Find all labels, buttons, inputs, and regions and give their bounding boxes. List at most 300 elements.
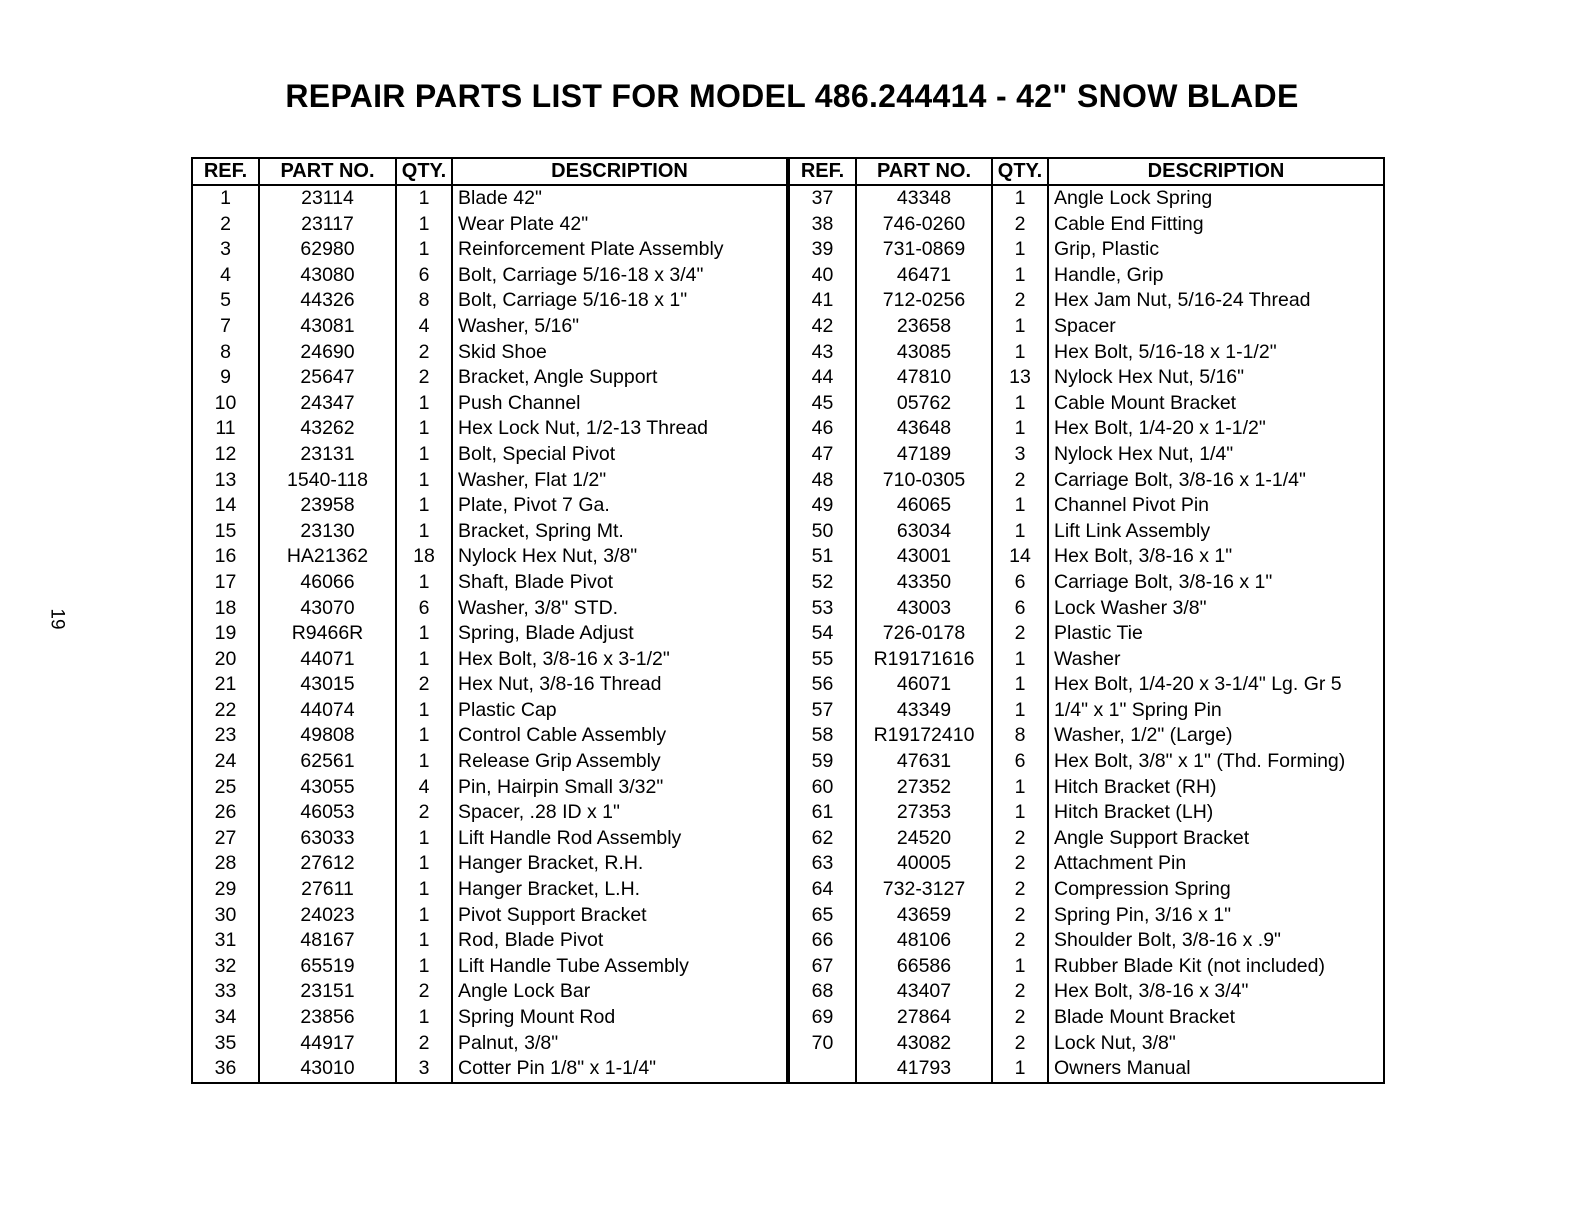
header-description: DESCRIPTION [1048, 158, 1384, 185]
part-no-cell: 44917 [259, 1031, 396, 1057]
ref-cell: 58 [788, 723, 856, 749]
description-cell: Channel Pivot Pin [1048, 493, 1384, 519]
ref-cell: 49 [788, 493, 856, 519]
description-cell: Bolt, Carriage 5/16-18 x 1" [452, 288, 788, 314]
part-no-cell: R9466R [259, 621, 396, 647]
part-no-cell: 24520 [856, 826, 992, 852]
description-cell: Washer [1048, 647, 1384, 673]
description-cell: Skid Shoe [452, 340, 788, 366]
description-cell: Hex Bolt, 5/16-18 x 1-1/2" [1048, 340, 1384, 366]
description-cell: Washer, 3/8" STD. [452, 596, 788, 622]
qty-cell: 1 [992, 519, 1048, 545]
qty-cell: 1 [992, 416, 1048, 442]
part-no-cell: 23856 [259, 1005, 396, 1031]
table-row [192, 851, 1384, 877]
description-cell: Hex Bolt, 1/4-20 x 3-1/4" Lg. Gr 5 [1048, 672, 1384, 698]
qty-cell: 1 [396, 749, 452, 775]
part-no-cell: 62561 [259, 749, 396, 775]
description-cell: 1/4" x 1" Spring Pin [1048, 698, 1384, 724]
header-ref: REF. [192, 158, 259, 185]
description-cell: Handle, Grip [1048, 263, 1384, 289]
part-no-cell: 44074 [259, 698, 396, 724]
description-cell: Control Cable Assembly [452, 723, 788, 749]
description-cell: Hitch Bracket (LH) [1048, 800, 1384, 826]
ref-cell: 65 [788, 903, 856, 929]
qty-cell: 1 [396, 185, 452, 212]
qty-cell: 1 [396, 416, 452, 442]
qty-cell: 1 [396, 647, 452, 673]
table-row [192, 903, 1384, 929]
ref-cell: 69 [788, 1005, 856, 1031]
description-cell: Pivot Support Bracket [452, 903, 788, 929]
part-no-cell: 24690 [259, 340, 396, 366]
qty-cell: 6 [992, 749, 1048, 775]
ref-cell: 8 [192, 340, 259, 366]
part-no-cell: R19172410 [856, 723, 992, 749]
description-cell: Plastic Cap [452, 698, 788, 724]
header-qty: QTY. [992, 158, 1048, 185]
qty-cell: 1 [396, 621, 452, 647]
part-no-cell: 47810 [856, 365, 992, 391]
ref-cell: 62 [788, 826, 856, 852]
ref-cell: 39 [788, 237, 856, 263]
table-row [192, 416, 1384, 442]
part-no-cell: 43262 [259, 416, 396, 442]
qty-cell: 1 [396, 826, 452, 852]
qty-cell: 2 [992, 212, 1048, 238]
qty-cell: 1 [992, 954, 1048, 980]
qty-cell: 2 [396, 340, 452, 366]
ref-cell: 4 [192, 263, 259, 289]
table-row [192, 698, 1384, 724]
description-cell: Hex Jam Nut, 5/16-24 Thread [1048, 288, 1384, 314]
parts-table [191, 157, 1385, 1084]
part-no-cell: 43055 [259, 775, 396, 801]
table-row [192, 1005, 1384, 1031]
qty-cell: 1 [992, 314, 1048, 340]
part-no-cell: 27353 [856, 800, 992, 826]
table-row [192, 1056, 1384, 1083]
qty-cell: 3 [396, 1056, 452, 1083]
description-cell: Lock Nut, 3/8" [1048, 1031, 1384, 1057]
ref-cell: 16 [192, 544, 259, 570]
qty-cell: 1 [992, 775, 1048, 801]
qty-cell: 2 [992, 1031, 1048, 1057]
table-row [192, 877, 1384, 903]
description-cell: Bracket, Spring Mt. [452, 519, 788, 545]
header-part-no: PART NO. [259, 158, 396, 185]
description-cell: Rubber Blade Kit (not included) [1048, 954, 1384, 980]
part-no-cell: 23114 [259, 185, 396, 212]
qty-cell: 1 [396, 851, 452, 877]
part-no-cell: 43070 [259, 596, 396, 622]
table-row [192, 493, 1384, 519]
description-cell: Rod, Blade Pivot [452, 928, 788, 954]
table-row [192, 185, 1384, 212]
description-cell: Angle Lock Bar [452, 979, 788, 1005]
description-cell: Lift Link Assembly [1048, 519, 1384, 545]
ref-cell: 26 [192, 800, 259, 826]
ref-cell: 68 [788, 979, 856, 1005]
table-row [192, 954, 1384, 980]
ref-cell: 54 [788, 621, 856, 647]
ref-cell: 13 [192, 468, 259, 494]
ref-cell [788, 1056, 856, 1083]
ref-cell: 43 [788, 340, 856, 366]
part-no-cell: 23151 [259, 979, 396, 1005]
qty-cell: 6 [992, 570, 1048, 596]
ref-cell: 14 [192, 493, 259, 519]
qty-cell: 2 [992, 1005, 1048, 1031]
description-cell: Lift Handle Rod Assembly [452, 826, 788, 852]
part-no-cell: 23131 [259, 442, 396, 468]
qty-cell: 1 [396, 237, 452, 263]
part-no-cell: R19171616 [856, 647, 992, 673]
table-row [192, 340, 1384, 366]
qty-cell: 2 [992, 851, 1048, 877]
part-no-cell: 41793 [856, 1056, 992, 1083]
part-no-cell: 27352 [856, 775, 992, 801]
part-no-cell: 43348 [856, 185, 992, 212]
ref-cell: 44 [788, 365, 856, 391]
ref-cell: 33 [192, 979, 259, 1005]
ref-cell: 31 [192, 928, 259, 954]
qty-cell: 6 [396, 263, 452, 289]
table-row [192, 723, 1384, 749]
part-no-cell: 1540-118 [259, 468, 396, 494]
table-row [192, 263, 1384, 289]
description-cell: Grip, Plastic [1048, 237, 1384, 263]
ref-cell: 12 [192, 442, 259, 468]
part-no-cell: 66586 [856, 954, 992, 980]
description-cell: Spacer [1048, 314, 1384, 340]
table-row [192, 519, 1384, 545]
description-cell: Shoulder Bolt, 3/8-16 x .9" [1048, 928, 1384, 954]
part-no-cell: 43082 [856, 1031, 992, 1057]
qty-cell: 1 [396, 903, 452, 929]
ref-cell: 38 [788, 212, 856, 238]
table-row [192, 570, 1384, 596]
ref-cell: 55 [788, 647, 856, 673]
description-cell: Owners Manual [1048, 1056, 1384, 1083]
ref-cell: 45 [788, 391, 856, 417]
part-no-cell: 27611 [259, 877, 396, 903]
qty-cell: 2 [992, 826, 1048, 852]
part-no-cell: 712-0256 [856, 288, 992, 314]
table-row [192, 288, 1384, 314]
ref-cell: 15 [192, 519, 259, 545]
qty-cell: 2 [992, 468, 1048, 494]
part-no-cell: 25647 [259, 365, 396, 391]
part-no-cell: 731-0869 [856, 237, 992, 263]
description-cell: Hex Nut, 3/8-16 Thread [452, 672, 788, 698]
qty-cell: 1 [396, 954, 452, 980]
ref-cell: 7 [192, 314, 259, 340]
part-no-cell: 40005 [856, 851, 992, 877]
ref-cell: 11 [192, 416, 259, 442]
qty-cell: 4 [396, 314, 452, 340]
qty-cell: 4 [396, 775, 452, 801]
part-no-cell: 43648 [856, 416, 992, 442]
part-no-cell: 43015 [259, 672, 396, 698]
qty-cell: 1 [396, 442, 452, 468]
description-cell: Carriage Bolt, 3/8-16 x 1" [1048, 570, 1384, 596]
page-title: REPAIR PARTS LIST FOR MODEL 486.244414 - 42" SNOW BLADE [285, 78, 1299, 114]
qty-cell: 2 [992, 928, 1048, 954]
qty-cell: 1 [992, 647, 1048, 673]
qty-cell: 1 [396, 698, 452, 724]
table-row [192, 647, 1384, 673]
part-no-cell: 47189 [856, 442, 992, 468]
table-row [192, 621, 1384, 647]
description-cell: Push Channel [452, 391, 788, 417]
part-no-cell: 43010 [259, 1056, 396, 1083]
table-row [192, 365, 1384, 391]
part-no-cell: 24023 [259, 903, 396, 929]
table-row [192, 826, 1384, 852]
qty-cell: 1 [396, 391, 452, 417]
header-ref: REF. [788, 158, 856, 185]
description-cell: Attachment Pin [1048, 851, 1384, 877]
description-cell: Hex Bolt, 1/4-20 x 1-1/2" [1048, 416, 1384, 442]
ref-cell: 17 [192, 570, 259, 596]
part-no-cell: 46471 [856, 263, 992, 289]
ref-cell: 66 [788, 928, 856, 954]
description-cell: Wear Plate 42" [452, 212, 788, 238]
description-cell: Nylock Hex Nut, 5/16" [1048, 365, 1384, 391]
part-no-cell: 43350 [856, 570, 992, 596]
description-cell: Release Grip Assembly [452, 749, 788, 775]
qty-cell: 2 [992, 288, 1048, 314]
ref-cell: 42 [788, 314, 856, 340]
qty-cell: 1 [992, 391, 1048, 417]
part-no-cell: 27612 [259, 851, 396, 877]
part-no-cell: 43081 [259, 314, 396, 340]
qty-cell: 1 [992, 800, 1048, 826]
part-no-cell: 44071 [259, 647, 396, 673]
qty-cell: 1 [992, 1056, 1048, 1083]
ref-cell: 28 [192, 851, 259, 877]
description-cell: Cotter Pin 1/8" x 1-1/4" [452, 1056, 788, 1083]
qty-cell: 1 [396, 570, 452, 596]
qty-cell: 6 [396, 596, 452, 622]
qty-cell: 2 [396, 1031, 452, 1057]
description-cell: Hanger Bracket, R.H. [452, 851, 788, 877]
description-cell: Compression Spring [1048, 877, 1384, 903]
qty-cell: 1 [992, 698, 1048, 724]
ref-cell: 3 [192, 237, 259, 263]
ref-cell: 51 [788, 544, 856, 570]
table-row [192, 672, 1384, 698]
description-cell: Carriage Bolt, 3/8-16 x 1-1/4" [1048, 468, 1384, 494]
part-no-cell: 63034 [856, 519, 992, 545]
part-no-cell: HA21362 [259, 544, 396, 570]
table-row [192, 596, 1384, 622]
ref-cell: 10 [192, 391, 259, 417]
table-row [192, 1031, 1384, 1057]
part-no-cell: 43080 [259, 263, 396, 289]
part-no-cell: 43407 [856, 979, 992, 1005]
part-no-cell: 43085 [856, 340, 992, 366]
ref-cell: 25 [192, 775, 259, 801]
description-cell: Washer, 5/16" [452, 314, 788, 340]
qty-cell: 1 [396, 928, 452, 954]
ref-cell: 21 [192, 672, 259, 698]
ref-cell: 67 [788, 954, 856, 980]
qty-cell: 1 [396, 519, 452, 545]
part-no-cell: 43003 [856, 596, 992, 622]
qty-cell: 1 [992, 672, 1048, 698]
ref-cell: 23 [192, 723, 259, 749]
table-row [192, 749, 1384, 775]
qty-cell: 2 [992, 979, 1048, 1005]
part-no-cell: 46066 [259, 570, 396, 596]
table-row [192, 212, 1384, 238]
description-cell: Hex Lock Nut, 1/2-13 Thread [452, 416, 788, 442]
ref-cell: 30 [192, 903, 259, 929]
qty-cell: 2 [396, 365, 452, 391]
part-no-cell: 710-0305 [856, 468, 992, 494]
qty-cell: 1 [396, 723, 452, 749]
description-cell: Hanger Bracket, L.H. [452, 877, 788, 903]
ref-cell: 46 [788, 416, 856, 442]
ref-cell: 50 [788, 519, 856, 545]
part-no-cell: 44326 [259, 288, 396, 314]
ref-cell: 24 [192, 749, 259, 775]
table-header-row [192, 158, 1384, 185]
qty-cell: 2 [992, 877, 1048, 903]
qty-cell: 2 [992, 621, 1048, 647]
qty-cell: 14 [992, 544, 1048, 570]
ref-cell: 40 [788, 263, 856, 289]
ref-cell: 32 [192, 954, 259, 980]
part-no-cell: 46053 [259, 800, 396, 826]
part-no-cell: 746-0260 [856, 212, 992, 238]
qty-cell: 1 [396, 877, 452, 903]
part-no-cell: 47631 [856, 749, 992, 775]
table-row [192, 391, 1384, 417]
qty-cell: 6 [992, 596, 1048, 622]
description-cell: Plate, Pivot 7 Ga. [452, 493, 788, 519]
qty-cell: 3 [992, 442, 1048, 468]
ref-cell: 47 [788, 442, 856, 468]
description-cell: Lock Washer 3/8" [1048, 596, 1384, 622]
description-cell: Cable Mount Bracket [1048, 391, 1384, 417]
description-cell: Bracket, Angle Support [452, 365, 788, 391]
ref-cell: 41 [788, 288, 856, 314]
ref-cell: 63 [788, 851, 856, 877]
ref-cell: 20 [192, 647, 259, 673]
description-cell: Angle Lock Spring [1048, 185, 1384, 212]
table-row [192, 775, 1384, 801]
qty-cell: 13 [992, 365, 1048, 391]
description-cell: Nylock Hex Nut, 1/4" [1048, 442, 1384, 468]
description-cell: Hitch Bracket (RH) [1048, 775, 1384, 801]
part-no-cell: 43349 [856, 698, 992, 724]
ref-cell: 22 [192, 698, 259, 724]
description-cell: Plastic Tie [1048, 621, 1384, 647]
description-cell: Cable End Fitting [1048, 212, 1384, 238]
ref-cell: 34 [192, 1005, 259, 1031]
ref-cell: 9 [192, 365, 259, 391]
ref-cell: 5 [192, 288, 259, 314]
part-no-cell: 48106 [856, 928, 992, 954]
description-cell: Nylock Hex Nut, 3/8" [452, 544, 788, 570]
ref-cell: 37 [788, 185, 856, 212]
part-no-cell: 732-3127 [856, 877, 992, 903]
qty-cell: 2 [396, 800, 452, 826]
header-qty: QTY. [396, 158, 452, 185]
description-cell: Bolt, Special Pivot [452, 442, 788, 468]
qty-cell: 1 [992, 493, 1048, 519]
part-no-cell: 27864 [856, 1005, 992, 1031]
table-row [192, 314, 1384, 340]
part-no-cell: 46071 [856, 672, 992, 698]
description-cell: Blade 42" [452, 185, 788, 212]
description-cell: Spring Mount Rod [452, 1005, 788, 1031]
part-no-cell: 62980 [259, 237, 396, 263]
description-cell: Pin, Hairpin Small 3/32" [452, 775, 788, 801]
ref-cell: 70 [788, 1031, 856, 1057]
table-row [192, 800, 1384, 826]
qty-cell: 1 [396, 212, 452, 238]
description-cell: Washer, Flat 1/2" [452, 468, 788, 494]
qty-cell: 8 [396, 288, 452, 314]
ref-cell: 60 [788, 775, 856, 801]
description-cell: Hex Bolt, 3/8-16 x 3-1/2" [452, 647, 788, 673]
ref-cell: 18 [192, 596, 259, 622]
part-no-cell: 46065 [856, 493, 992, 519]
description-cell: Spring Pin, 3/16 x 1" [1048, 903, 1384, 929]
header-part-no: PART NO. [856, 158, 992, 185]
part-no-cell: 48167 [259, 928, 396, 954]
description-cell: Washer, 1/2" (Large) [1048, 723, 1384, 749]
page-number: 19 [46, 608, 68, 630]
description-cell: Spacer, .28 ID x 1" [452, 800, 788, 826]
table-row [192, 928, 1384, 954]
part-no-cell: 43001 [856, 544, 992, 570]
table-row [192, 468, 1384, 494]
part-no-cell: 23958 [259, 493, 396, 519]
part-no-cell: 24347 [259, 391, 396, 417]
part-no-cell: 05762 [856, 391, 992, 417]
qty-cell: 1 [396, 468, 452, 494]
ref-cell: 64 [788, 877, 856, 903]
qty-cell: 1 [396, 1005, 452, 1031]
ref-cell: 29 [192, 877, 259, 903]
description-cell: Reinforcement Plate Assembly [452, 237, 788, 263]
ref-cell: 57 [788, 698, 856, 724]
header-description: DESCRIPTION [452, 158, 788, 185]
part-no-cell: 726-0178 [856, 621, 992, 647]
part-no-cell: 49808 [259, 723, 396, 749]
ref-cell: 2 [192, 212, 259, 238]
description-cell: Bolt, Carriage 5/16-18 x 3/4" [452, 263, 788, 289]
ref-cell: 56 [788, 672, 856, 698]
description-cell: Palnut, 3/8" [452, 1031, 788, 1057]
ref-cell: 36 [192, 1056, 259, 1083]
ref-cell: 53 [788, 596, 856, 622]
ref-cell: 1 [192, 185, 259, 212]
part-no-cell: 65519 [259, 954, 396, 980]
part-no-cell: 63033 [259, 826, 396, 852]
description-cell: Blade Mount Bracket [1048, 1005, 1384, 1031]
part-no-cell: 43659 [856, 903, 992, 929]
description-cell: Hex Bolt, 3/8" x 1" (Thd. Forming) [1048, 749, 1384, 775]
qty-cell: 1 [992, 237, 1048, 263]
ref-cell: 48 [788, 468, 856, 494]
qty-cell: 1 [396, 493, 452, 519]
